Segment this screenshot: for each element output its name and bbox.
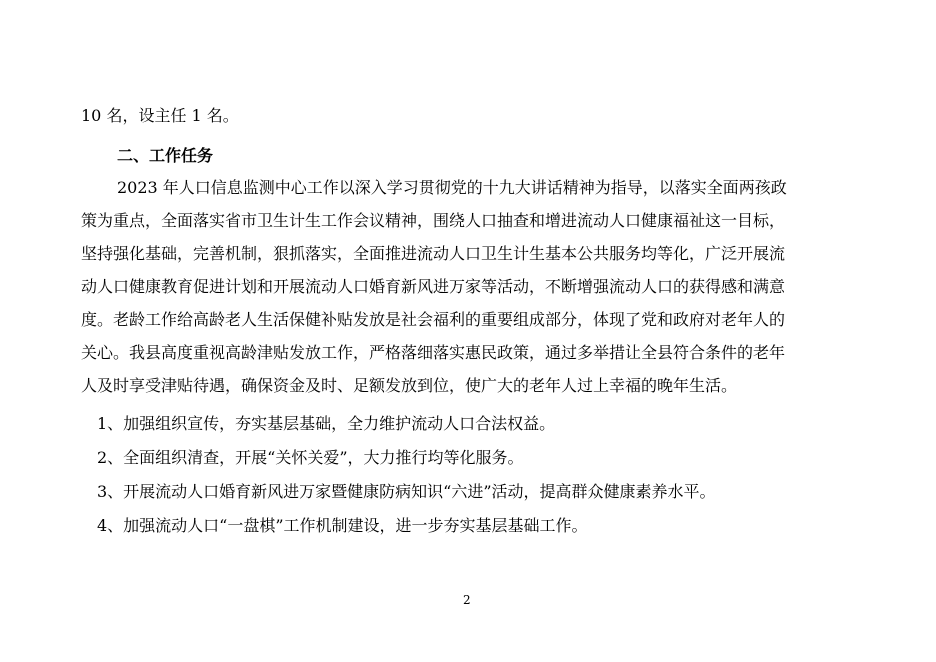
paragraph-continuation: 10 名，设主任 1 名。 <box>81 106 239 125</box>
list-item-4: 4、加强流动人口“一盘棋”工作机制建设，进一步夯实基层基础工作。 <box>97 516 588 535</box>
paragraph-body-line: 度。老龄工作给高龄老人生活保健补贴发放是社会福利的重要组成部分，体现了党和政府对老年人的 <box>81 310 786 329</box>
list-item-3: 3、开展流动人口婚育新风进万家暨健康防病知识“六进”活动，提高群众健康素养水平。 <box>97 482 716 501</box>
paragraph-body-line: 动人口健康教育促进计划和开展流动人口婚育新风进万家等活动，不断增强流动人口的获得感和满意 <box>81 277 786 296</box>
paragraph-body-line: 人及时享受津贴待遇，确保资金及时、足额发放到位，使广大的老年人过上幸福的晚年生活。 <box>81 376 738 395</box>
section-heading: 二、工作任务 <box>117 146 214 165</box>
list-item-2: 2、全面组织清查，开展“关怀关爱”，大力推行均等化服务。 <box>97 448 524 467</box>
paragraph-body-line: 策为重点，全面落实省市卫生计生工作会议精神，围绕人口抽查和增进流动人口健康福祉这一目标， <box>81 211 786 230</box>
paragraph-body-line: 2023 年人口信息监测中心工作以深入学习贯彻党的十九大讲话精神为指导，以落实全面两孩政 <box>117 178 787 197</box>
list-item-1: 1、加强组织宣传，夯实基层基础，全力维护流动人口合法权益。 <box>97 414 556 433</box>
paragraph-body-line: 关心。我县高度重视高龄津贴发放工作，严格落细落实惠民政策，通过多举措让全县符合条件的老年 <box>81 343 786 362</box>
paragraph-body-line: 坚持强化基础，完善机制，狠抓落实，全面推进流动人口卫生计生基本公共服务均等化，广泛开展流 <box>81 244 786 263</box>
page-number: 2 <box>463 593 471 607</box>
